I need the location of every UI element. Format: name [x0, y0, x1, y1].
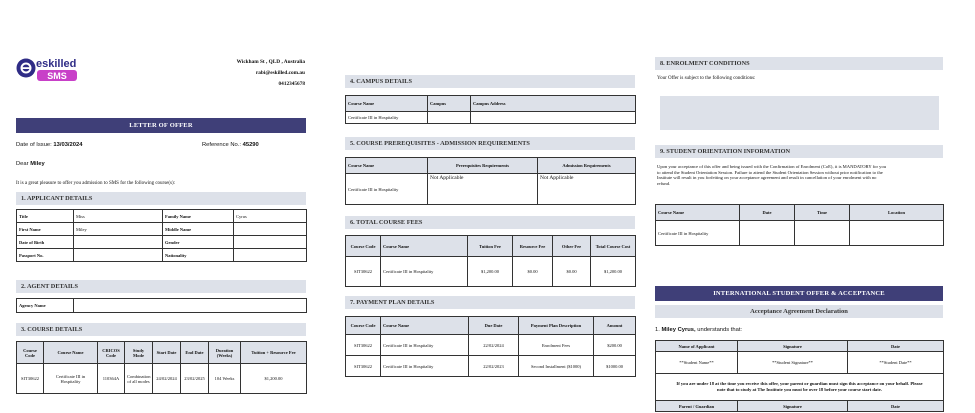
th-orient-date: Date: [740, 205, 795, 221]
label-nationality: Nationality: [163, 249, 234, 262]
applicant-details-table: [16, 209, 307, 262]
logo-text-bottom: SMS: [47, 71, 67, 81]
eskilled-sms-logo: [16, 55, 86, 85]
duration: 104 Weeks: [209, 364, 241, 394]
applicant-row: [17, 236, 307, 249]
date-of-issue: [16, 142, 82, 149]
fees-tuition: $1,200.00: [468, 257, 513, 287]
fees-resource: $0.00: [513, 257, 553, 287]
pay-amount: $200.00: [594, 335, 636, 356]
reference-number: [202, 142, 259, 149]
th-other-fee: Other Fee: [553, 236, 591, 257]
value-agency-name: [74, 299, 307, 313]
pay-due-date: 22/02/2023: [469, 356, 519, 377]
fees-other: $0.00: [553, 257, 591, 287]
label-agency-name: Agency Name: [17, 299, 74, 313]
orientation-table: [655, 204, 944, 246]
student-name-field[interactable]: **Student Name**: [656, 352, 738, 374]
th-campus-course-name: Course Name: [346, 96, 428, 112]
course-header-row: [17, 342, 307, 364]
logo-text-top: eskilled: [36, 58, 77, 70]
agent-row: [17, 299, 307, 313]
institute-address: [200, 57, 305, 90]
label-gender: Gender: [163, 236, 234, 249]
acceptance-header-row: [656, 341, 944, 352]
student-signature-field[interactable]: **Student Signature**: [738, 352, 848, 374]
th-guardian-signature: Signature: [738, 401, 848, 412]
campus-row: [346, 112, 636, 124]
fees-header-row: [346, 236, 636, 257]
th-duration: Duration (Weeks): [209, 342, 241, 364]
th-resource-fee: Resource Fee: [513, 236, 553, 257]
ref-value: 45290: [242, 142, 259, 148]
payment-row: [346, 335, 636, 356]
total-fees-heading: 6. TOTAL COURSE FEES: [345, 216, 635, 229]
campus-header-row: [346, 96, 636, 112]
enrolment-conditions-box: [660, 96, 939, 130]
th-date: Date: [848, 341, 944, 352]
date-value: 13/03/2024: [53, 142, 83, 148]
dear-text: Dear: [16, 161, 29, 167]
payment-header-row: [346, 317, 636, 335]
fees-row: [346, 257, 636, 287]
end-date: 23/02/2025: [181, 364, 209, 394]
payment-row: [346, 356, 636, 377]
prerequisites-heading: 5. COURSE PREREQUISITES - ADMISSION REQUIREMENTS: [345, 137, 635, 150]
address-phone: 0412345678: [278, 81, 305, 87]
th-campus: Campus: [428, 96, 471, 112]
value-family-name: Cyrus: [234, 210, 307, 223]
th-pay-course-name: Course Name: [381, 317, 469, 335]
applicant-row: [17, 223, 307, 236]
cricos-code: 110364A: [98, 364, 125, 394]
th-pay-course-code: Course Code: [346, 317, 381, 335]
th-tuition-fee: Tuition + Resource Fee: [241, 342, 307, 364]
prereq-header-row: [346, 158, 636, 174]
campus-address: [471, 112, 636, 124]
course-row: [17, 364, 307, 394]
acceptance-declaration-heading: Acceptance Agreement Declaration: [655, 305, 943, 318]
pay-amount: $1000.00: [594, 356, 636, 377]
logo-graphic: [16, 55, 86, 85]
th-cricos-code: CRICOS Code: [98, 342, 125, 364]
agent-details-table: [16, 298, 307, 313]
campus-name: [428, 112, 471, 124]
address-line-1: Wickham St , QLD , Australia: [236, 59, 305, 65]
payment-plan-heading: 7. PAYMENT PLAN DETAILS: [345, 296, 635, 309]
campus-details-heading: 4. CAMPUS DETAILS: [345, 75, 635, 88]
understands-name: Miley Cyrus,: [661, 327, 696, 333]
fees-course-name: Certificate III in Hospitality: [381, 257, 468, 287]
salutation-name: Miley: [30, 161, 45, 167]
th-start-date: Start Date: [153, 342, 181, 364]
total-fees-table: [345, 235, 636, 287]
orientation-header-row: [656, 205, 944, 221]
label-dob: Date of Birth: [17, 236, 74, 249]
label-first-name: First Name: [17, 223, 74, 236]
orient-time: [795, 221, 850, 246]
agent-details-heading: 2. AGENT DETAILS: [16, 280, 306, 293]
th-parent-guardian: Parent / Guardian: [656, 401, 738, 412]
value-gender: [234, 236, 307, 249]
fees-course-code: SIT30622: [346, 257, 381, 287]
pay-description: Second Installment ($1000): [519, 356, 594, 377]
orient-location: [850, 221, 944, 246]
th-orient-course-name: Course Name: [656, 205, 740, 221]
orientation-text: Upon your acceptance of this offer and being issued with the Confirmation of Enrolment (CoE), it is MANDATORY for you to attend the Student Orientation Session. Failure to attend the Student Orientation Session without prior notification to the Institute will result in you forfeiting on your acceptance agreement and result in cancellation of your enrolment with no refund.: [657, 164, 887, 186]
th-signature: Signature: [738, 341, 848, 352]
th-admission-requirements: Admission Requirements: [538, 158, 636, 174]
th-course-name: Course Name: [44, 342, 98, 364]
th-study-mode: Study Mode: [125, 342, 153, 364]
applicant-row: [17, 249, 307, 262]
th-tuition-fee-total: Tuition Fee: [468, 236, 513, 257]
value-title: Miss: [74, 210, 163, 223]
admission-requirements-value: Not Applicable: [538, 174, 636, 205]
th-course-code: Course Code: [17, 342, 44, 364]
value-middle-name: [234, 223, 307, 236]
label-middle-name: Middle Name: [163, 223, 234, 236]
orientation-heading: 9. STUDENT ORIENTATION INFORMATION: [655, 145, 943, 158]
prereq-requirements-value: Not Applicable: [428, 174, 538, 205]
payment-plan-table: [345, 316, 636, 377]
th-orient-location: Location: [850, 205, 944, 221]
understands-suffix: understands that:: [697, 327, 743, 333]
pay-description: Enrolment Fees: [519, 335, 594, 356]
value-nationality: [234, 249, 307, 262]
th-fees-course-name: Course Name: [381, 236, 468, 257]
campus-details-table: [345, 95, 636, 124]
course-name: Certificate III in Hospitality: [44, 364, 98, 394]
intro-text: It is a great pleasure to offer you admission to SMS for the following course(s):: [16, 181, 176, 186]
study-mode: Combination of all modes: [125, 364, 153, 394]
campus-course-name: Certificate III in Hospitality: [346, 112, 428, 124]
th-end-date: End Date: [181, 342, 209, 364]
prereq-row: [346, 174, 636, 205]
enrolment-conditions-text: Your Offer is subject to the following conditions:: [657, 76, 756, 81]
pay-course-code: SIT30622: [346, 335, 381, 356]
th-orient-time: Time: [795, 205, 850, 221]
fees-total: $1,200.00: [591, 257, 636, 287]
enrolment-conditions-heading: 8. ENROLMENT CONDITIONS: [655, 57, 943, 70]
salutation: [16, 161, 45, 168]
prerequisites-table: [345, 157, 636, 205]
pay-due-date: 22/02/2024: [469, 335, 519, 356]
th-fees-course-code: Course Code: [346, 236, 381, 257]
acceptance-row: [656, 352, 944, 374]
th-prereq-requirements: Prerequisites Requirements: [428, 158, 538, 174]
label-passport: Passport No.: [17, 249, 74, 262]
understands-line: [655, 327, 742, 334]
guardian-header-row: [656, 401, 944, 412]
course-details-heading: 3. COURSE DETAILS: [16, 323, 306, 336]
pay-course-code: SIT30622: [346, 356, 381, 377]
prereq-course-name: Certificate III in Hospitality: [346, 174, 428, 205]
label-family-name: Family Name: [163, 210, 234, 223]
th-campus-address: Campus Address: [471, 96, 636, 112]
th-amount: Amount: [594, 317, 636, 335]
value-dob: [74, 236, 163, 249]
course-code: SIT30622: [17, 364, 44, 394]
student-date-field[interactable]: **Student Date**: [848, 352, 944, 374]
th-name-of-applicant: Name of Applicant: [656, 341, 738, 352]
acceptance-banner: INTERNATIONAL STUDENT OFFER & ACCEPTANCE: [655, 286, 943, 301]
orient-course-name: Certificate III in Hospitality: [656, 221, 740, 246]
applicant-details-heading: 1. APPLICANT DETAILS: [16, 192, 306, 205]
label-title: Title: [17, 210, 74, 223]
value-first-name: Miley: [74, 223, 163, 236]
pay-course-name: Certificate III in Hospitality: [381, 356, 469, 377]
letter-of-offer-banner: LETTER OF OFFER: [16, 118, 306, 133]
tuition-fee: $1,200.00: [241, 364, 307, 394]
acceptance-table: [655, 340, 944, 412]
th-prereq-course-name: Course Name: [346, 158, 428, 174]
th-guardian-date: Date: [848, 401, 944, 412]
course-details-table: [16, 341, 307, 394]
th-total-course-cost: Total Course Cost: [591, 236, 636, 257]
pay-course-name: Certificate III in Hospitality: [381, 335, 469, 356]
address-email: rabi@eskilled.com.au: [255, 70, 305, 76]
th-plan-description: Payment Plan Description: [519, 317, 594, 335]
applicant-row: [17, 210, 307, 223]
orientation-row: [656, 221, 944, 246]
date-label: Date of Issue:: [16, 142, 52, 148]
value-passport: [74, 249, 163, 262]
under18-notice: If you are under 18 at the time you receive this offer, your parent or guardian must sign this acceptance on your behalf. Please note that to study at The Institute you must be over 18 before your course start date.: [656, 374, 944, 401]
under18-row: [656, 374, 944, 401]
start-date: 24/02/2024: [153, 364, 181, 394]
ref-label: Reference No.:: [202, 142, 241, 148]
understands-number: 1.: [655, 327, 660, 333]
orient-date: [740, 221, 795, 246]
th-due-date: Due Date: [469, 317, 519, 335]
